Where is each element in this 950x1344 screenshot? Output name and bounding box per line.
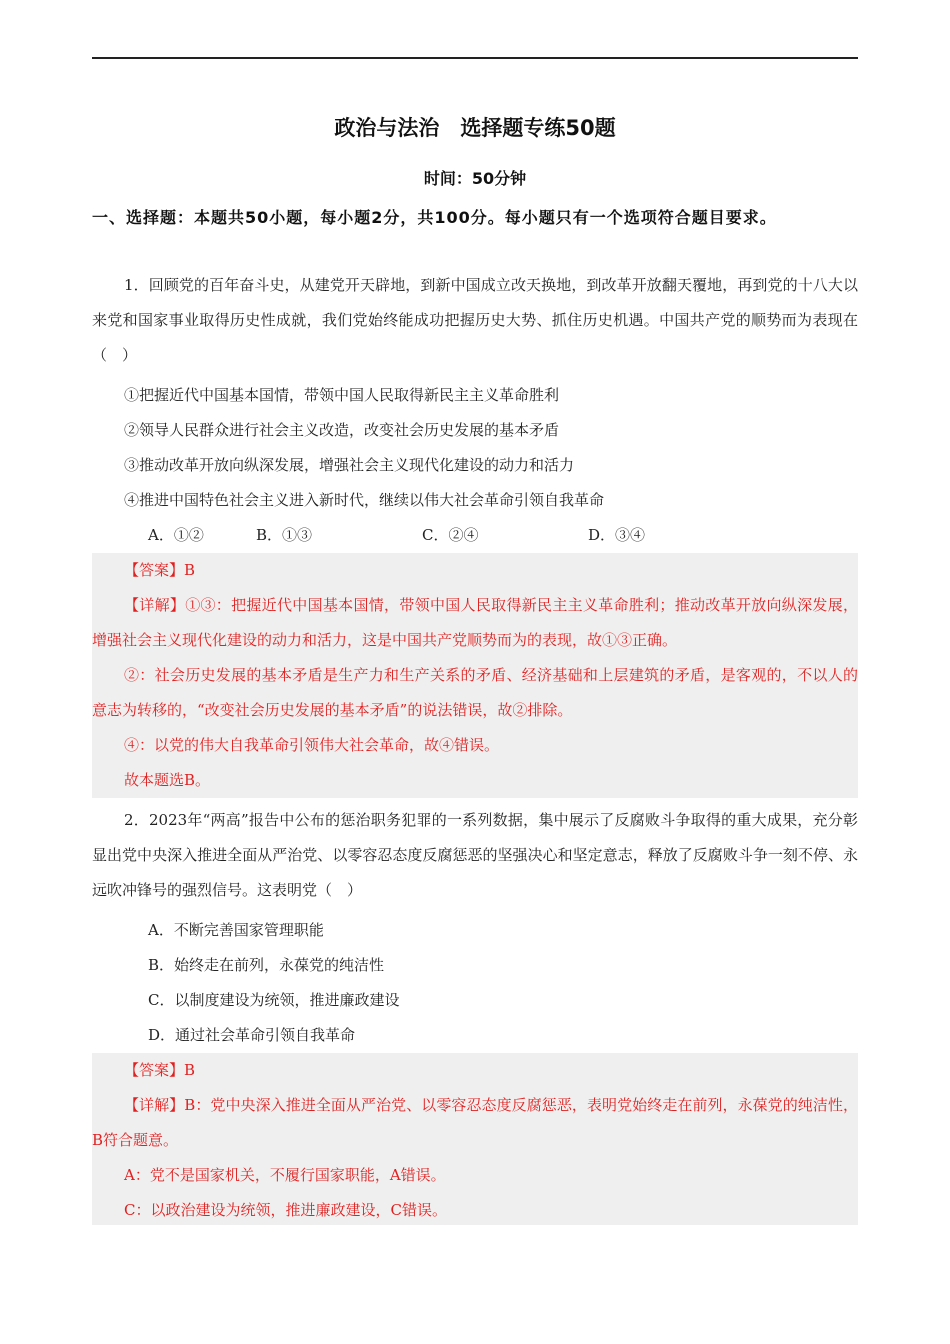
q2-detail: C：以政治建设为统领，推进廉政建设，C错误。 — [124, 1201, 447, 1219]
q2-option-d: D．通过社会革命引领自我革命 — [148, 1026, 356, 1044]
q2-option-a: A．不断完善国家管理职能 — [148, 921, 324, 939]
q2-option-c: C．以制度建设为统领，推进廉政建设 — [148, 991, 400, 1009]
q1-item: ②领导人民群众进行社会主义改造，改变社会历史发展的基本矛盾 — [124, 421, 560, 439]
question-2-stem: 2．2023年“两高”报告中公布的惩治职务犯罪的一系列数据，集中展示了反腐败斗争取得的重大成果，充分彰显出党中央深入推进全面从严治党、以零容忍态度反腐惩恶的坚强决心和坚定意志，释放了反腐败斗争一刻不停、永远吹冲锋号的强烈信号。这表明党（ ） — [92, 811, 858, 899]
time-limit: 时间：50分钟 — [423, 169, 527, 188]
top-rule — [92, 57, 858, 59]
q1-answer: 【答案】B — [124, 561, 196, 579]
question-1-items — [92, 378, 858, 518]
question-1-stem: 1．回顾党的百年奋斗史，从建党开天辟地，到新中国成立改天换地，到改革开放翻天覆地，再到党的十八大以来党和国家事业取得历史性成就，我们党始终能成功把握历史大势、抓住历史机遇。中国共产党的顺势而为表现在（ ） — [92, 276, 858, 364]
q1-detail: 【详解】①③：把握近代中国基本国情，带领中国人民取得新民主主义革命胜利；推动改革开放向纵深发展，增强社会主义现代化建设的动力和活力，这是中国共产党顺势而为的表现，故①③正确。 — [92, 596, 858, 649]
q1-option-b: B．①③ — [256, 526, 313, 544]
page-title: 政治与法治 选择题专练50题 — [334, 116, 616, 140]
question-1-answer-box — [92, 553, 858, 798]
q1-option-a: A．①② — [148, 526, 204, 544]
q1-option-d: D．③④ — [588, 526, 646, 544]
question-1-options — [92, 518, 914, 553]
q2-detail: A：党不是国家机关，不履行国家职能，A错误。 — [124, 1166, 446, 1184]
q1-item: ③推动改革开放向纵深发展，增强社会主义现代化建设的动力和活力 — [124, 456, 575, 474]
q2-answer: 【答案】B — [124, 1061, 196, 1079]
q1-option-c: C．②④ — [422, 526, 479, 544]
q2-option-b: B．始终走在前列，永葆党的纯洁性 — [148, 956, 385, 974]
q1-item: ④推进中国特色社会主义进入新时代，继续以伟大社会革命引领自我革命 — [124, 491, 605, 509]
section-heading: 一、选择题：本题共50小题，每小题2分，共100分。每小题只有一个选项符合题目要求。 — [92, 208, 777, 227]
q1-detail: ②：社会历史发展的基本矛盾是生产力和生产关系的矛盾、经济基础和上层建筑的矛盾，是客观的，不以人的意志为转移的，“改变社会历史发展的基本矛盾”的说法错误，故②排除。 — [92, 666, 858, 719]
q1-item: ①把握近代中国基本国情，带领中国人民取得新民主主义革命胜利 — [124, 386, 560, 404]
question-2-answer-box — [92, 1053, 858, 1225]
q1-detail: ④：以党的伟大自我革命引领伟大社会革命，故④错误。 — [124, 736, 500, 754]
q1-detail: 故本题选B。 — [124, 771, 211, 789]
question-2-options — [92, 913, 858, 1053]
q2-detail: 【详解】B：党中央深入推进全面从严治党、以零容忍态度反腐惩恶，表明党始终走在前列，永葆党的纯洁性，B符合题意。 — [92, 1096, 858, 1149]
